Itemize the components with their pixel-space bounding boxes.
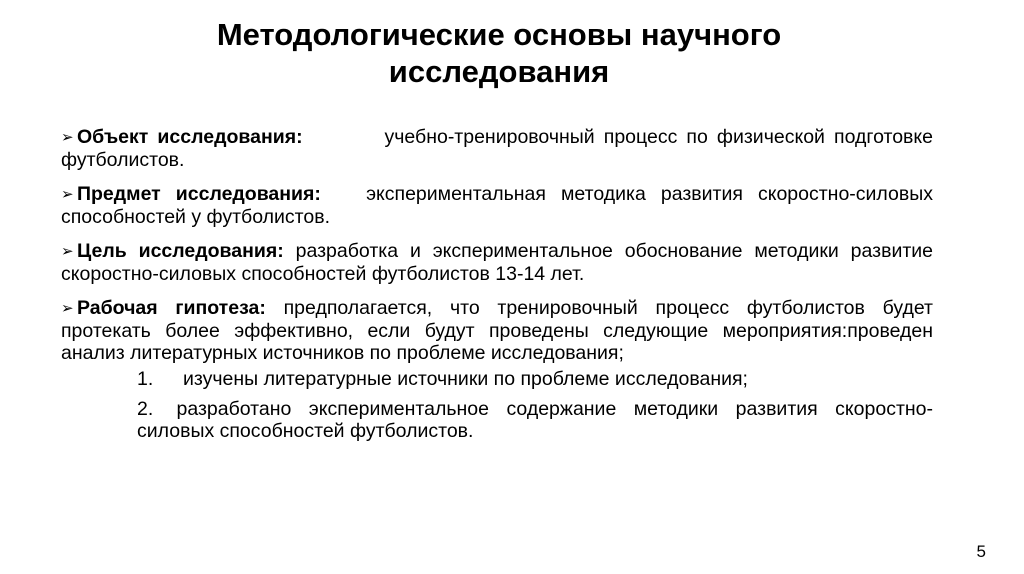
arrow-bullet-icon: ➢ [61,243,74,260]
item-label: Объект исследования: [77,126,303,148]
content-list [61,126,933,450]
item-label: Цель исследования: [77,240,284,262]
arrow-bullet-icon: ➢ [61,186,74,203]
item-text: экспериментальная методика развития скоростно-силовых способностей у футболистов. [61,183,933,228]
sublist-text: изучены литературные источники по проблеме исследования; [183,368,748,390]
list-item-object [61,126,933,171]
page-number: 5 [976,542,986,561]
sublist-text: разработано экспериментальное содержание методики развития скоростно-силовых способностей футболистов. [137,398,934,442]
item-text: разработка и экспериментальное обоснование методики развитие скоростно-силовых способностей футболистов 13-14 лет. [61,240,934,285]
item-text: предполагается, что тренировочный процесс футболистов будет протекать более эффективно, если будут проведены следующие мероприятия:проведен анализ литературных источников по проблеме исследования; [61,297,933,364]
slide-title [90,16,908,90]
arrow-bullet-icon: ➢ [61,129,74,146]
arrow-bullet-icon: ➢ [61,300,74,317]
sublist-item [137,368,933,390]
sublist-number: 2. [137,398,154,420]
sublist-item [137,398,933,442]
title-line-2: исследования [388,54,610,89]
list-item-hypothesis [61,297,933,364]
item-text: учебно-тренировочный процесс по физической подготовке футболистов. [61,126,934,171]
item-label: Предмет исследования: [77,183,321,205]
item-label: Рабочая гипотеза: [77,297,266,319]
list-item-goal [61,240,933,285]
numbered-sublist [137,368,933,442]
title-line-1: Методологические основы научного [216,17,782,52]
list-item-subject [61,183,933,228]
sublist-number: 1. [137,368,154,390]
